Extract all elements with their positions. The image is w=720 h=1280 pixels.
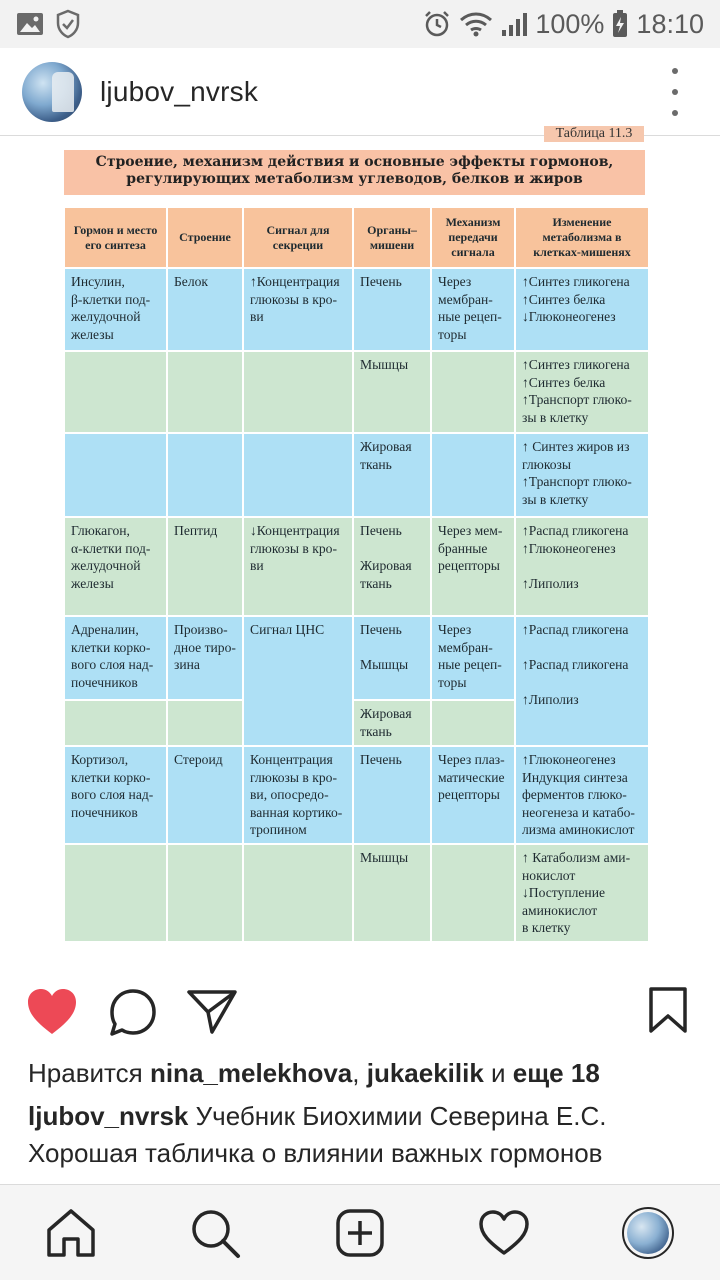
shield-check-icon xyxy=(56,10,80,38)
comment-icon[interactable] xyxy=(108,988,158,1038)
table-cell: Печень xyxy=(354,747,430,843)
liker-username[interactable]: nina_melekhova xyxy=(149,1058,353,1088)
table-cell xyxy=(65,701,166,745)
table-cell: Печень xyxy=(354,269,430,350)
like-heart-icon[interactable] xyxy=(26,988,78,1036)
author-avatar[interactable] xyxy=(22,62,82,122)
table-cell xyxy=(168,434,242,516)
table-cell xyxy=(244,352,352,432)
table-cell: Инсулин, β-клетки под- желудочной железы xyxy=(65,269,166,350)
search-icon[interactable] xyxy=(189,1207,241,1259)
table-cell: Произво- дное тиро- зина xyxy=(168,617,242,699)
table-cell: ↑Распад гликогена ↑Распад гликогена ↑Липолиз xyxy=(516,617,648,745)
table-cell xyxy=(432,434,514,516)
post-actions xyxy=(0,960,720,1060)
table-cell: Белок xyxy=(168,269,242,350)
table-cell: Концентрация глюкозы в кро- ви, опосредо- ванная кортико- тропином xyxy=(244,747,352,843)
likes-count[interactable]: еще 18 xyxy=(512,1058,600,1088)
table-cell xyxy=(65,434,166,516)
battery-percent: 100% xyxy=(535,8,605,39)
table-row xyxy=(65,518,648,615)
table-cell: Через плаз- матические рецепторы xyxy=(432,747,514,843)
add-post-icon[interactable] xyxy=(334,1207,386,1259)
table-cell xyxy=(244,434,352,516)
clock: 18:10 xyxy=(636,8,704,39)
table-cell xyxy=(432,352,514,432)
save-bookmark-icon[interactable] xyxy=(648,986,688,1034)
table-cell: ↑ Синтез жиров из глюкозы ↑Транспорт глюко- зы в клетку xyxy=(516,434,648,516)
table-cell xyxy=(244,845,352,941)
table-cell: Через мембран- ные рецеп- торы xyxy=(432,617,514,699)
table-cell: ↑Глюконеогенез Индукция синтеза ферментов глюко- неогенеза и катабо- лизма аминокислот xyxy=(516,747,648,843)
table-label: Таблица 11.3 xyxy=(544,126,644,142)
table-cell xyxy=(432,701,514,745)
signal-icon xyxy=(501,11,527,37)
hormone-table xyxy=(63,206,650,943)
table-cell: Сигнал ЦНС xyxy=(244,617,352,745)
table-cell xyxy=(168,701,242,745)
home-icon[interactable] xyxy=(45,1207,97,1259)
battery-charging-icon xyxy=(612,10,628,38)
table-cell: Жировая ткань xyxy=(354,434,430,516)
status-bar xyxy=(0,0,720,48)
table-header-row xyxy=(65,208,648,267)
table-cell: ↑Распад гликогена ↑Глюконеогенез ↑Липолиз xyxy=(516,518,648,615)
liker-username[interactable]: jukaekilik xyxy=(366,1058,484,1088)
table-cell: Пептид xyxy=(168,518,242,615)
table-row xyxy=(65,845,648,941)
table-cell xyxy=(168,845,242,941)
table-cell xyxy=(65,845,166,941)
table-cell: Стероид xyxy=(168,747,242,843)
author-username[interactable]: ljubov_nvrsk xyxy=(100,75,259,107)
table-cell xyxy=(168,352,242,432)
table-cell: Глюкагон, α-клетки под- желудочной железы xyxy=(65,518,166,615)
table-cell: Мышцы xyxy=(354,845,430,941)
table-cell: Кортизол, клетки корко- вого слоя над- почечников xyxy=(65,747,166,843)
table-cell: Адреналин, клетки корко- вого слоя над- почечников xyxy=(65,617,166,699)
likes-line[interactable]: Нравится nina_melekhova, jukaekilik и еще 18 xyxy=(28,1058,600,1088)
table-cell: ↑Синтез гликогена ↑Синтез белка ↓Глюконеогенез xyxy=(516,269,648,350)
table-row xyxy=(65,352,648,432)
table-cell: Через мем- бранные рецепторы xyxy=(432,518,514,615)
table-row xyxy=(65,434,648,516)
header-metabolism-change: Изменение метаболизма в клетках-мишенях xyxy=(516,208,648,267)
post-image[interactable] xyxy=(0,126,720,959)
table-cell: ↑Синтез гликогена ↑Синтез белка ↑Транспорт глюко- зы в клетку xyxy=(516,352,648,432)
header-signal: Сигнал для секреции xyxy=(244,208,352,267)
table-cell: Печень Мышцы xyxy=(354,617,430,699)
activity-heart-icon[interactable] xyxy=(478,1207,530,1259)
caption-text: Учебник Биохимии Северина Е.С. Хорошая табличка о влиянии важных гормонов xyxy=(28,1101,607,1168)
table-cell: Печень Жировая ткань xyxy=(354,518,430,615)
table-cell: ↑ Катаболизм ами- нокислот ↓Поступление аминокислот в клетку xyxy=(516,845,648,941)
table-cell: Жировая ткань xyxy=(354,701,430,745)
post-caption xyxy=(28,1098,692,1172)
table-row xyxy=(65,747,648,843)
table-cell: Через мембран- ные рецеп- торы xyxy=(432,269,514,350)
post-header xyxy=(0,48,720,136)
alarm-icon xyxy=(423,10,451,38)
table-cell: ↑Концентрация глюкозы в кро- ви xyxy=(244,269,352,350)
header-target-organs: Органы–мишени xyxy=(354,208,430,267)
header-structure: Строение xyxy=(168,208,242,267)
wifi-icon xyxy=(459,11,493,37)
gallery-icon xyxy=(16,12,44,36)
table-cell xyxy=(432,845,514,941)
header-hormone: Гормон и место его синтеза xyxy=(65,208,166,267)
bottom-navigation xyxy=(0,1184,720,1280)
table-cell xyxy=(65,352,166,432)
table-row xyxy=(65,269,648,350)
more-options-icon[interactable] xyxy=(670,68,680,116)
share-send-icon[interactable] xyxy=(186,988,238,1036)
table-cell: ↓Концентрация глюкозы в кро- ви xyxy=(244,518,352,615)
table-cell: Мышцы xyxy=(354,352,430,432)
profile-avatar[interactable] xyxy=(622,1207,674,1259)
table-row xyxy=(65,617,648,699)
table-title: Строение, механизм действия и основные эффекты гормонов, регулирующих метаболизм углеводов, белков и жиров xyxy=(64,150,645,195)
header-mechanism: Механизм передачи сигнала xyxy=(432,208,514,267)
caption-username[interactable]: ljubov_nvrsk xyxy=(28,1101,189,1131)
